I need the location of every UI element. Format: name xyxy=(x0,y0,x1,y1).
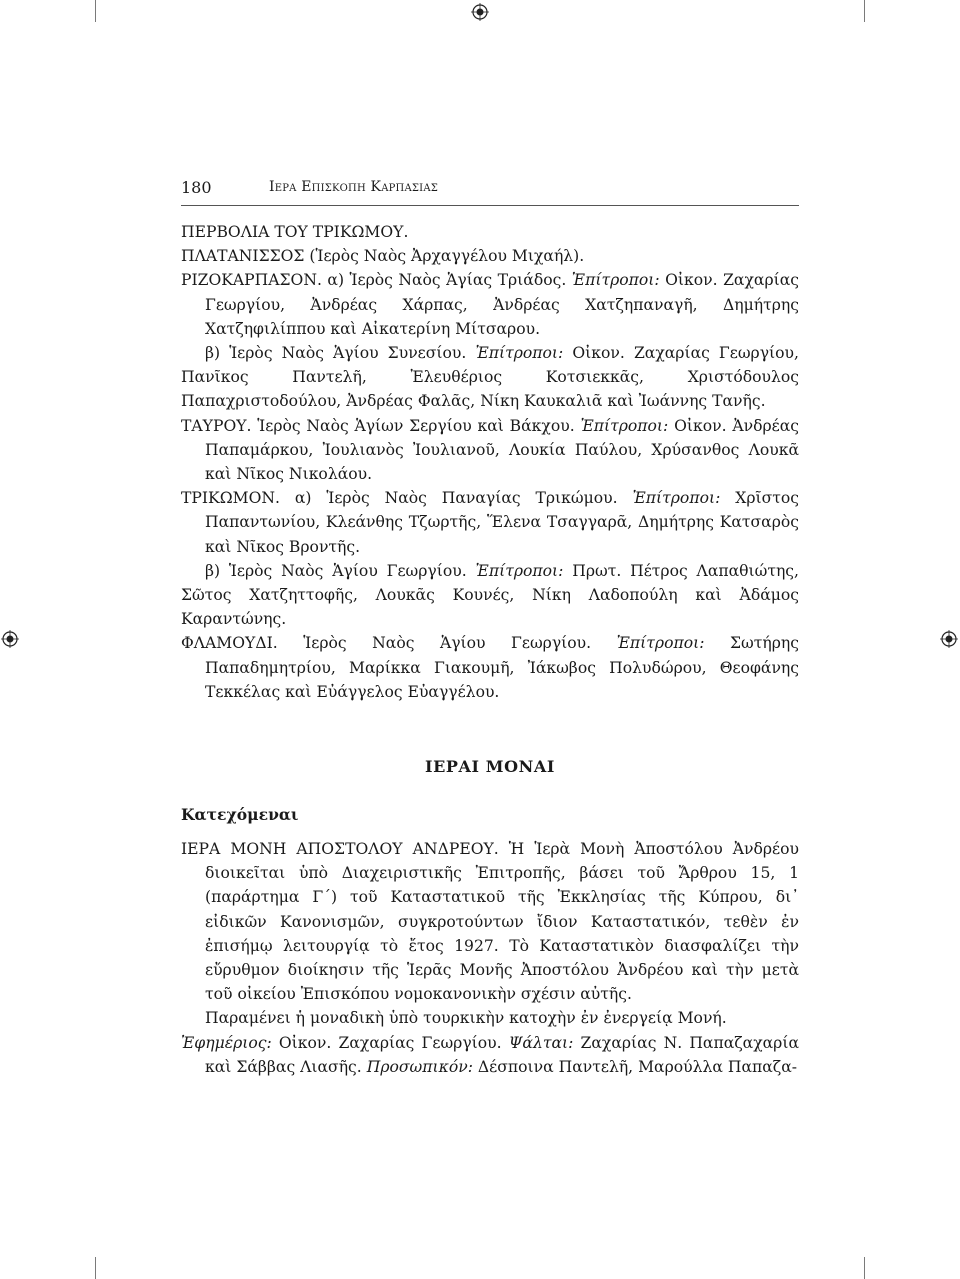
crop-mark-top-left xyxy=(95,0,96,22)
role-label: Ἐπίτροποι: xyxy=(571,271,660,290)
entry-tavrou xyxy=(181,414,799,487)
staff-text: Δέσποινα Παντελῆ, Μαρούλλα Παπαζα- xyxy=(477,1057,798,1076)
entry-platanissos: ΠΛΑΤΑΝΙΣΣΟΣ (Ἱερὸς Ναὸς Ἀρχαγγέλου Μιχαήλ). xyxy=(181,247,585,266)
registration-mark-icon xyxy=(1,630,19,648)
entry-heading: β) Ἱερὸς Ναὸς Ἁγίου Γεωργίου. xyxy=(205,561,467,580)
entry-flamoudi xyxy=(181,631,799,704)
entry-rizokarpaso-a xyxy=(181,268,799,341)
entry-text: Οἰκον. Ζαχαρίας Γεωργίου, Ἀνδρέας Χάρπας, Ἀνδρέας Χατζηπαναγῆ, Δημήτρης Χατζηφιλίππου καὶ Αἰκατερίνη Μίτσαρου. xyxy=(205,271,799,338)
role-label: Ἐπίτροποι: xyxy=(580,416,669,435)
staff-text: Οἰκον. Ζαχαρίας Γεωργίου. xyxy=(278,1033,502,1052)
role-label: Ἐφημέριος: xyxy=(181,1033,272,1052)
entry-heading: ΡΙΖΟΚΑΡΠΑΣΟΝ. α) Ἱερὸς Ναὸς Ἁγίας Τριάδος. xyxy=(181,271,567,290)
entry-heading: ΤΡΙΚΩΜΟΝ. α) Ἱερὸς Ναὸς Παναγίας Τρικώμου. xyxy=(181,489,618,508)
entry-heading: β) Ἱερὸς Ναὸς Ἁγίου Συνεσίου. xyxy=(205,344,467,363)
entry-text: Οἰκον. Ἀνδρέας Παπαμάρκου, Ἰουλιανὸς Ἰουλιανοῦ, Λουκία Παύλου, Χρύσανθος Λουκᾶ καὶ Νῖκος Νικολάου. xyxy=(205,416,799,484)
page-number: 180 xyxy=(181,178,212,197)
entry-heading: ΤΑΥΡΟΥ. Ἱερὸς Ναὸς Ἁγίων Σεργίου καὶ Βάκχου. xyxy=(181,416,575,435)
entry-pervolia: ΠΕΡΒΟΛΙΑ ΤΟΥ ΤΡΙΚΩΜΟΥ. xyxy=(181,223,409,241)
entry-trikomo-b xyxy=(181,559,799,632)
monastery-paragraph: Παραμένει ἡ μοναδικὴ ὑπὸ τουρκικὴν κατοχὴν ἐν ἐνεργείᾳ Μονή. xyxy=(205,1009,727,1028)
header-divider xyxy=(181,205,799,206)
role-label: Ἐπίτροποι: xyxy=(475,344,564,363)
entry-trikomo-a xyxy=(181,486,799,559)
monastery-staff xyxy=(181,1031,799,1079)
entry-text: Πρωτ. Πέτρος Λαπαθιώτης, Σῶτος Χατζηττοφῆς, Λουκᾶς Κουνές, Νίκη Λαδοπούλη καὶ Ἀδάμος Καραντώνης. xyxy=(181,561,800,629)
section-title: ΙΕΡΑΙ ΜΟΝΑΙ xyxy=(425,757,555,776)
monastery-entry xyxy=(181,837,799,1079)
subsection-title: Κατεχόμεναι xyxy=(181,805,299,824)
parish-entries xyxy=(181,220,799,704)
role-label: Ἐπίτροποι: xyxy=(632,489,721,508)
monastery-paragraph: ΙΕΡΑ ΜΟΝΗ ΑΠΟΣΤΟΛΟΥ ΑΝΔΡΕΟΥ. Ἡ Ἱερὰ Μονὴ Ἀποστόλου Ἀνδρέου διοικεῖται ὑπὸ Διαχειριστικῆς Ἐπιτροπῆς, βάσει τοῦ Ἄρθρου 15, 1 (παράρτημα Γ΄) τοῦ Καταστατικοῦ τῆς Ἐκκλησίας τῆς Κύπρου, δι᾽ εἰδικῶν Κανονισμῶν, συγκροτούντων ἴδιον Καταστατικόν, τεθὲν ἐν ἐπισήμῳ λειτουργίᾳ τὸ ἔτος 1927. Τὸ Καταστατικὸν διασφαλίζει τὴν εὔρυθμον διοίκησιν τῆς Ἱερᾶς Μονῆς Ἀποστόλου Ἀνδρέου καὶ τὴν μετὰ τοῦ οἰκείου Ἐπισκόπου νομοκανονικὴν σχέσιν αὐτῆς. xyxy=(181,840,799,1004)
entry-text: Οἰκον. Ζαχαρίας Γεωργίου, Πανῖκος Παντελῆ, Ἐλευθέριος Κοτσιεκκᾶς, Χριστόδουλος Παπαχριστοδούλου, Ἀνδρέας Φαλᾶς, Νίκη Καυκαλιᾶ καὶ Ἰωάννης Τανῆς. xyxy=(181,344,799,411)
page-header xyxy=(181,178,799,200)
entry-text: Χρῖστος Παπαντωνίου, Κλεάνθης Τζωρτῆς, Ἕλενα Τσαγγαρᾶ, Δημήτρης Κατσαρὸς καὶ Νῖκος Βροντῆς. xyxy=(205,489,799,556)
entry-heading: ΦΛΑΜΟΥΔΙ. Ἱερὸς Ναὸς Ἁγίου Γεωργίου. xyxy=(181,634,592,653)
crop-mark-bottom-left xyxy=(95,1257,96,1279)
entry-rizokarpaso-b xyxy=(181,341,799,414)
crop-mark-top-right xyxy=(864,0,865,22)
entry-text: Σωτήρης Παπαδημητρίου, Μαρίκκα Γιακουμῆ, Ἰάκωβος Πολυδώρου, Θεοφάνης Τεκκέλας καὶ Εὐάγγελος Εὐαγγέλου. xyxy=(205,634,799,701)
role-label: Προσωπικόν: xyxy=(366,1057,473,1076)
role-label: Ψάλται: xyxy=(508,1033,574,1052)
registration-mark-icon xyxy=(471,3,489,21)
role-label: Ἐπίτροποι: xyxy=(475,561,564,580)
registration-mark-icon xyxy=(940,630,958,648)
staff-text: Ζαχαρίας Ν. Παπαζαχαρία καὶ Σάββας Λιασῆς. xyxy=(205,1033,799,1076)
role-label: Ἐπίτροποι: xyxy=(616,634,705,653)
running-title: Ιερα Επισκοπη Καρπασιας xyxy=(269,179,439,195)
crop-mark-bottom-right xyxy=(864,1257,865,1279)
